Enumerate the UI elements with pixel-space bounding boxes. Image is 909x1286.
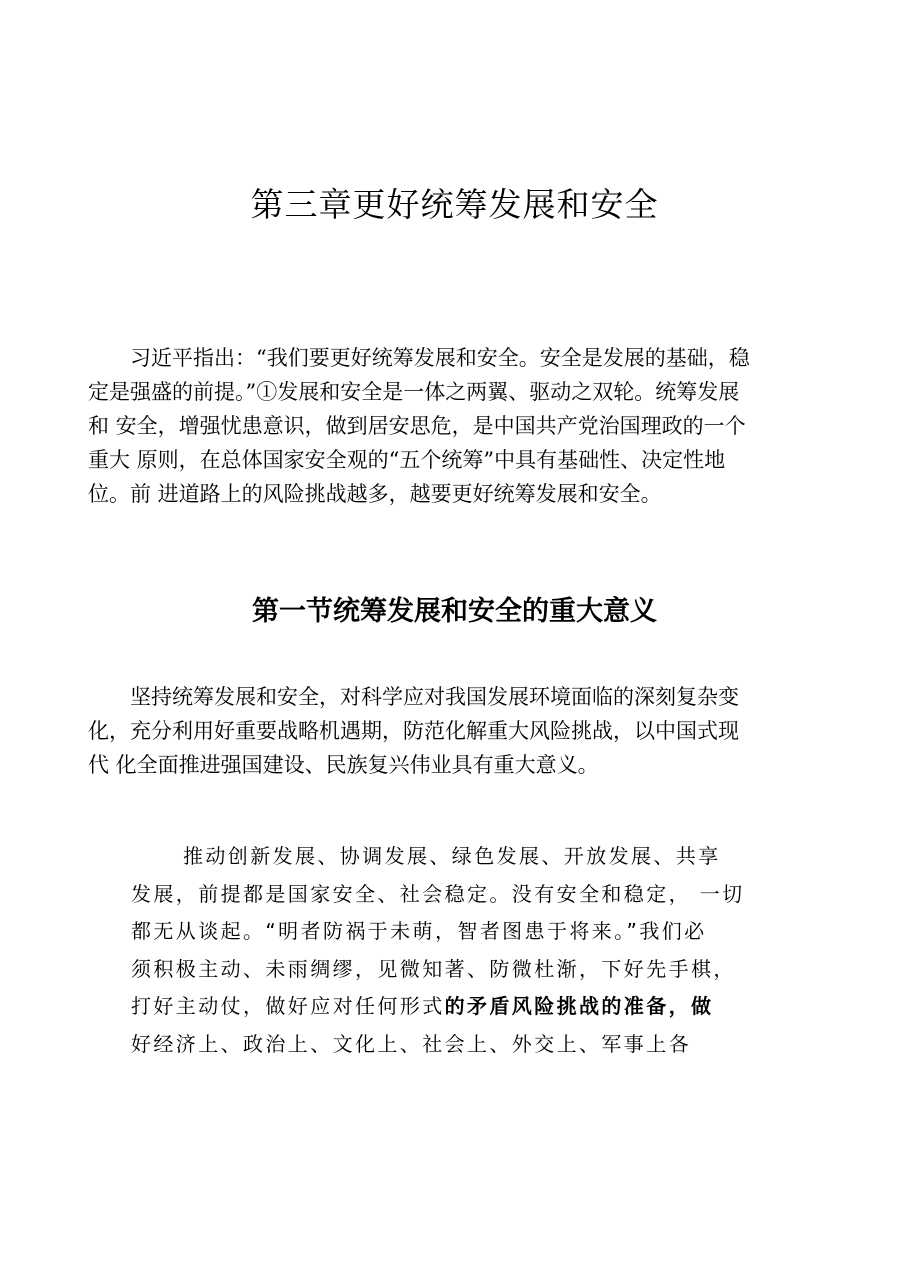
section-title: 第一节统筹发展和安全的重大意义 (252, 596, 657, 627)
intro-paragraph (88, 341, 818, 511)
intro-line: 位。前 进道路上的风险挑战越多，越要更好统筹发展和安全。 (88, 482, 662, 506)
quote-line (131, 988, 777, 1026)
quote-line: 都无从谈起。“明者防祸于未萌，智者图患于将来。”我们必 (131, 919, 707, 943)
section-line: 坚持统筹发展和安全，对科学应对我国发展环境面临的深刻复杂变 (130, 685, 739, 709)
intro-line: 和 安全，增强忧患意识，做到居安思危，是中国共产党治国理政的一个 (88, 414, 746, 438)
intro-line: 重大 原则，在总体国家安全观的“五个统筹”中具有基础性、决定性地 (88, 448, 726, 472)
quote-line: 须积极主动、未雨绸缪，见微知著、防微杜渐，下好先手棋， (131, 956, 736, 981)
quote-line: 发展，前提都是国家安全、社会稳定。没有安全和稳定， 一切 (131, 881, 745, 906)
quote-line: 好经济上、政治上、文化上、社会上、外交上、军事上各 (131, 1031, 691, 1056)
quote-paragraph (131, 838, 777, 1063)
section-paragraph (88, 680, 818, 782)
chapter-title: 第三章更好统筹发展和安全 (250, 185, 659, 224)
section-line: 化，充分利用好重要战略机遇期，防范化解重大风险挑战，以中国式现 (88, 719, 739, 743)
section-line: 代 化全面推进强国建设、民族复兴伟业具有重大意义。 (88, 753, 599, 777)
quote-line-bold: 的矛盾风险挑战的准备，做 (444, 994, 714, 1018)
intro-line: 习近平指出：“我们要更好统筹发展和安全。安全是发展的基础，稳 (130, 346, 750, 370)
intro-line: 定是强盛的前提。”①发展和安全是一体之两翼、驱动之双轮。统筹发展 (88, 380, 740, 404)
quote-line: 推动创新发展、协调发展、绿色发展、开放发展、共享 (183, 844, 721, 868)
quote-line-regular: 打好主动仗，做好应对任何形式 (131, 994, 445, 1018)
